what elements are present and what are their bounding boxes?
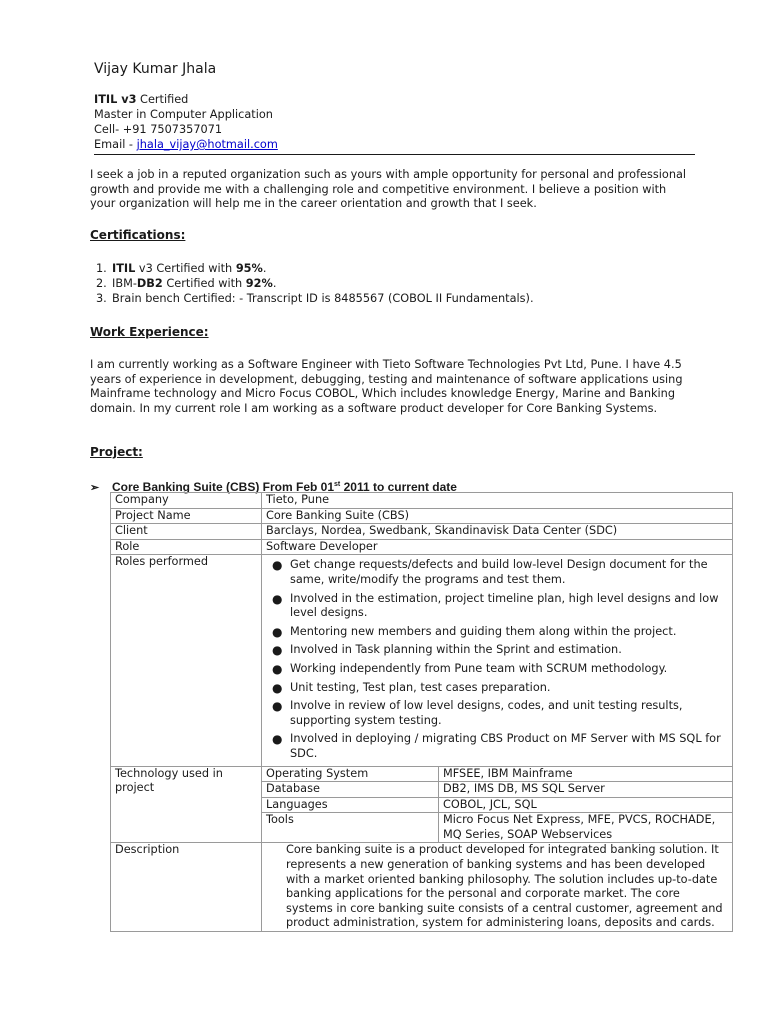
degree-line: Master in Computer Application [94,108,273,121]
tech-row: Operating System MFSEE, IBM Mainframe [262,767,732,782]
itil-line [94,93,695,108]
row-value: Tieto, Pune [262,493,733,509]
list-item: ● Unit testing, Test plan, test cases preparation. [272,680,551,695]
bullet-icon: ● [272,732,283,747]
row-label: Client [111,524,262,540]
row-value: Core Banking Suite (CBS) [262,508,733,524]
list-item: ● Involved in Task planning within the Sprint and estimation. [272,643,622,658]
project-table [110,492,733,932]
row-label: Role [111,539,262,555]
itil-rest: Certified [136,93,189,106]
row-label: Roles performed [111,555,262,766]
email-line [94,138,695,153]
list-item: ● Involved in the estimation, project timeline plan, high level designs and low level designs. [272,591,719,620]
table-row [111,508,733,524]
list-item: ● Involved in deploying / migrating CBS Product on MF Server with MS SQL for SDC. [272,732,721,760]
table-row [111,766,733,843]
row-label: Description [111,843,262,932]
bullet-icon: ● [272,661,283,676]
table-row [111,524,733,540]
cert-item: 2. IBM-DB2 Certified with 92%. [96,277,277,290]
table-row [111,555,733,766]
cert-item: 3. Brain bench Certified: - Transcript ID is 8485567 (COBOL II Fundamentals). [96,292,534,305]
cert-item: 1. ITIL v3 Certified with 95%. [96,262,267,275]
bullet-icon: ● [272,643,283,658]
itil-bold: ITIL v3 [94,93,137,106]
bullet-icon: ● [272,699,283,714]
work-experience-heading: Work Experience: [90,325,209,339]
row-value: Barclays, Nordea, Swedbank, Skandinavisk Data Center (SDC) [262,524,733,540]
tech-row: Languages COBOL, JCL, SQL [262,797,732,813]
row-label: Project Name [111,508,262,524]
row-label: Technology used in project [111,766,262,843]
roles-cell [262,555,733,766]
row-label: Company [111,493,262,509]
bullet-icon: ● [272,624,283,639]
table-row [111,843,733,932]
objective-paragraph: I seek a job in a reputed organization such as yours with ample opportunity for personal and professional growth and provide me with a challenging role and competitive environment. I believe a position with your organization will help me in the career orientation and growth that I seek. [90,168,687,211]
contact-block [94,93,695,155]
tech-row: Tools Micro Focus Net Express, MFE, PVCS, ROCHADE, MQ Series, SOAP Webservices [262,813,732,843]
technology-table [262,767,732,843]
cell-line: Cell- +91 7507357071 [94,123,223,136]
description-cell: Core banking suite is a product developed for integrated banking solution. It represents a new generation of banking systems and has been developed with a market oriented banking philosophy. The solution includes up-to-date banking applications for the personal and corporate market. The core systems in core banking suite consists of a central customer, agreement and product administration, system for administering loans, deposits and cards. [262,843,733,932]
bullet-icon: ● [272,558,283,573]
email-label: Email - [94,138,137,151]
bullet-icon: ● [272,591,283,606]
project-title: ➢ Core Banking Suite (CBS) From Feb 01st 2011 to current date [90,480,457,494]
table-row [111,539,733,555]
technology-cell [262,766,733,843]
table-row [111,493,733,509]
project-heading: Project: [90,445,143,459]
certifications-list [96,262,534,307]
candidate-name: Vijay Kumar Jhala [94,61,217,77]
list-item: ● Working independently from Pune team with SCRUM methodology. [272,661,668,676]
tech-row: Database DB2, IMS DB, MS SQL Server [262,782,732,798]
roles-list [266,558,728,761]
bullet-icon: ● [272,680,283,695]
certifications-heading: Certifications: [90,228,186,242]
list-item: ● Involve in review of low level designs, codes, and unit testing results, supporting system testing. [272,699,683,727]
list-item: ● Get change requests/defects and build low-level Design document for the same, write/modify the programs and test them. [272,558,708,586]
arrow-bullet-icon: ➢ [90,482,100,494]
list-item: ● Mentoring new members and guiding them along within the project. [272,624,677,639]
work-experience-paragraph: I am currently working as a Software Engineer with Tieto Software Technologies Pvt Ltd, Pune. I have 4.5 years of experience in development, debugging, testing and maintenance of software applications using Mainframe technology and Micro Focus COBOL, Which includes knowledge Energy, Marine and Banking domain. In my current role I am working as a software product developer for Core Banking Systems. [90,358,683,415]
email-link[interactable]: jhala_vijay@hotmail.com [136,138,278,151]
row-value: Software Developer [262,539,733,555]
